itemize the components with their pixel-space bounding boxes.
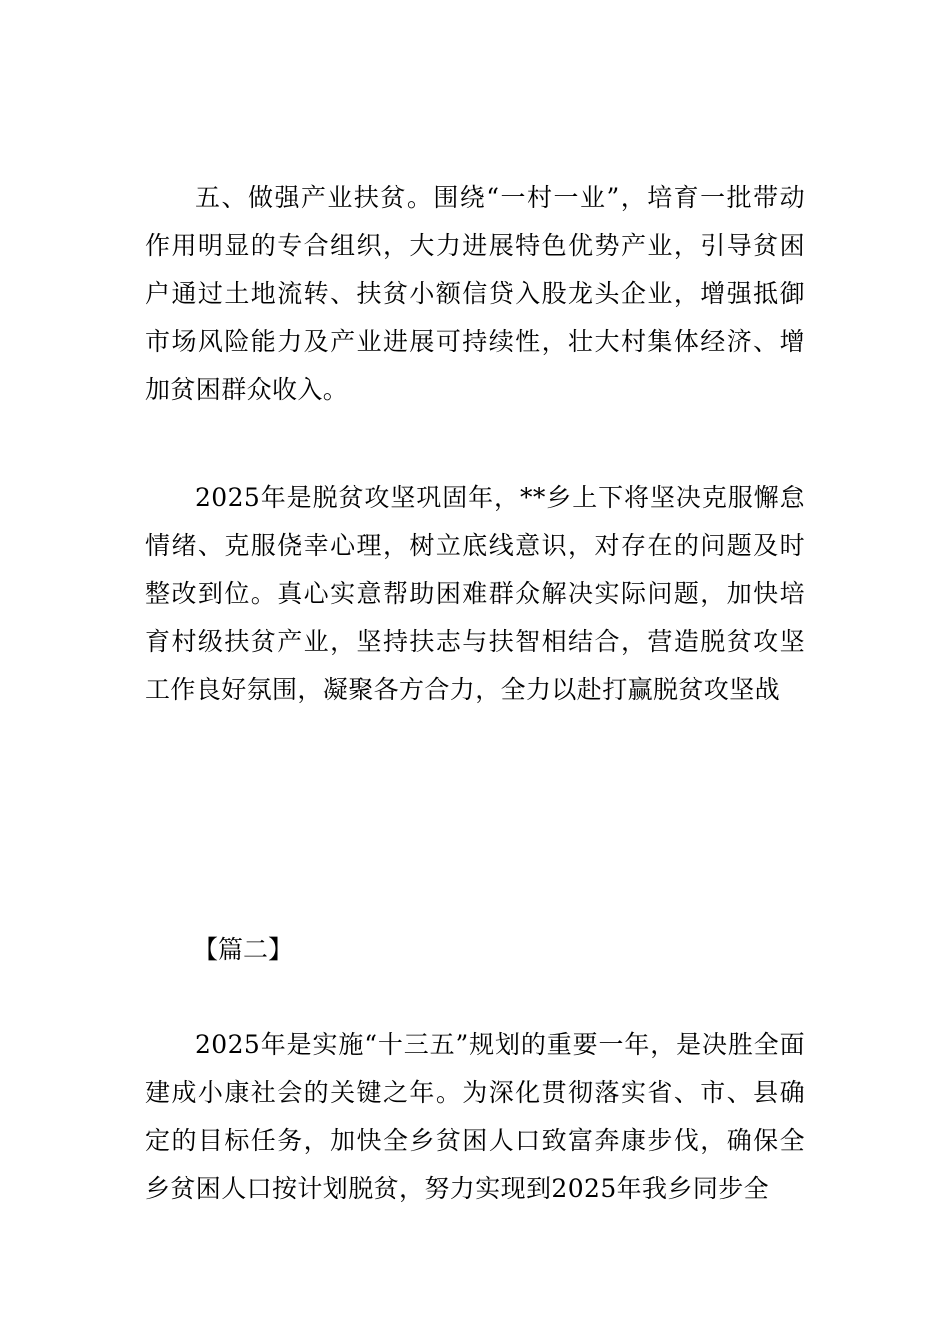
paragraph-industry-poverty-alleviation: 五、做强产业扶贫。围绕“一村一业”，培育一批带动作用明显的专合组织，大力进展特色优势产业，引导贫困户通过土地流转、扶贫小额信贷入股龙头企业，增强抵御市场风险能力及产业进展可持续性，壮大村集体经济、增加贫困群众收入。 [145, 183, 805, 404]
paragraph-thirteenth-five-year-plan: 2025年是实施“十三五”规划的重要一年，是决胜全面建成小康社会的关键之年。为深化贯彻落实省、市、县确定的目标任务，加快全乡贫困人口致富奔康步伐，确保全乡贫困人口按计划脱贫，努力实现到2025年我乡同步全 [145, 1030, 805, 1203]
paragraph-consolidation-year: 2025年是脱贫攻坚巩固年，**乡上下将坚决克服懈怠情绪、克服侥幸心理，树立底线意识，对存在的问题及时整改到位。真心实意帮助困难群众解决实际问题，加快培育村级扶贫产业，坚持扶志与扶智相结合，营造脱贫攻坚工作良好氛围，凝聚各方合力，全力以赴打赢脱贫攻坚战 [145, 483, 805, 704]
section-heading: 【篇二】 [193, 935, 294, 964]
